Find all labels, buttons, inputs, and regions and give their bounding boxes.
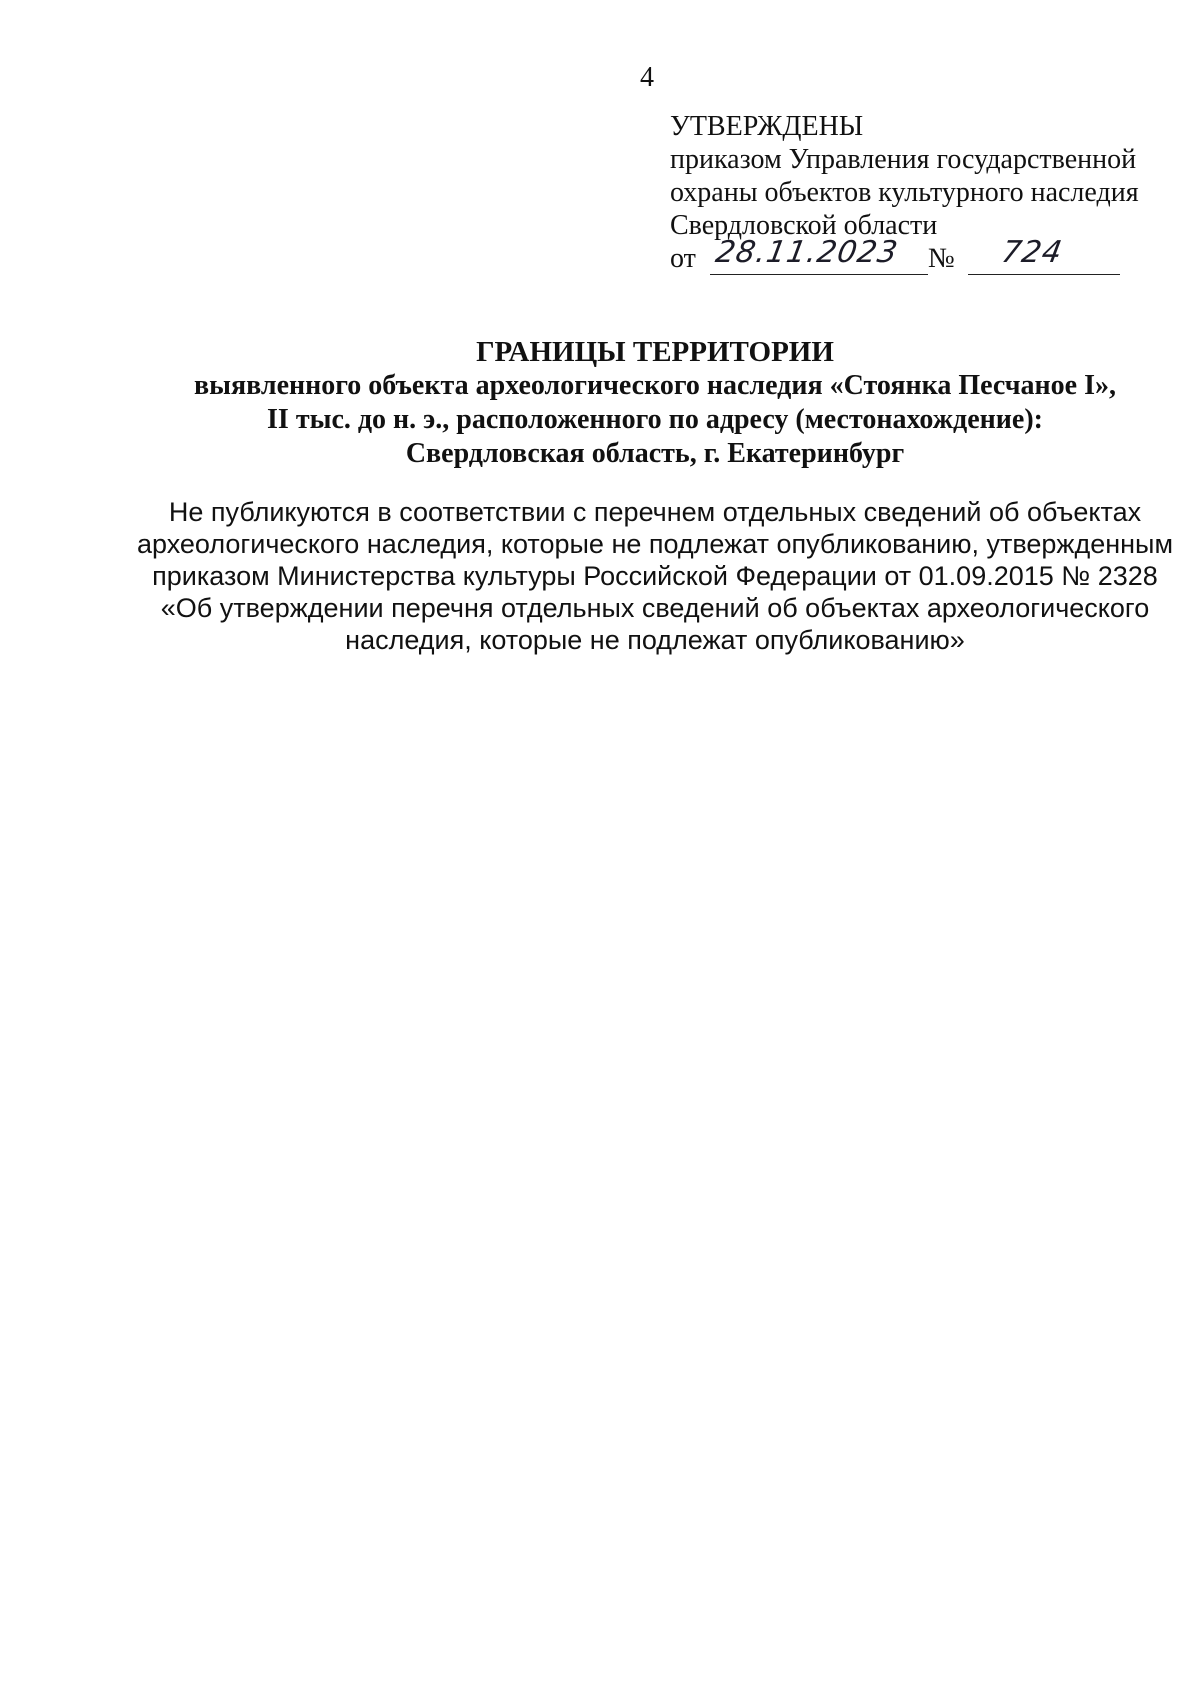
approval-heading: УТВЕРЖДЕНЫ <box>670 111 864 142</box>
approval-line-2: охраны объектов культурного наследия <box>670 177 1139 208</box>
title-line-2: II тыс. до н. э., расположенного по адресу (местонахождение): <box>267 404 1043 435</box>
approval-date-number-line <box>670 235 1190 278</box>
title-line-1: выявленного объекта археологического наследия «Стоянка Песчаное I», <box>194 370 1116 401</box>
non-publication-notice <box>120 496 1190 656</box>
approval-line-3: Свердловской области <box>670 210 938 241</box>
notice-line-2: археологического наследия, которые не подлежат опубликованию, утвержденным <box>136 529 1174 559</box>
document-title: ГРАНИЦЫ ТЕРРИТОРИИ <box>476 336 834 368</box>
handwritten-number: 724 <box>998 235 1066 270</box>
number-label: № <box>928 243 955 274</box>
document-title-block <box>120 335 1190 471</box>
page-number: 4 <box>640 62 654 93</box>
notice-line-1: Не публикуются в соответствии с перечнем отдельных сведений об объектах <box>168 497 1142 527</box>
notice-line-4: «Об утверждении перечня отдельных сведений об объектах археологического <box>160 593 1150 623</box>
approval-line-1: приказом Управления государственной <box>670 144 1137 175</box>
from-label: от <box>670 243 696 274</box>
title-line-3: Свердловская область, г. Екатеринбург <box>405 438 905 469</box>
handwritten-date: 28.11.2023 <box>712 235 901 270</box>
notice-line-5: наследия, которые не подлежат опубликованию» <box>345 625 965 655</box>
date-field <box>710 235 928 275</box>
notice-line-3: приказом Министерства культуры Российской Федерации от 01.09.2015 № 2328 <box>152 561 1158 591</box>
approval-stamp-block <box>670 110 1190 278</box>
number-field <box>968 235 1120 275</box>
